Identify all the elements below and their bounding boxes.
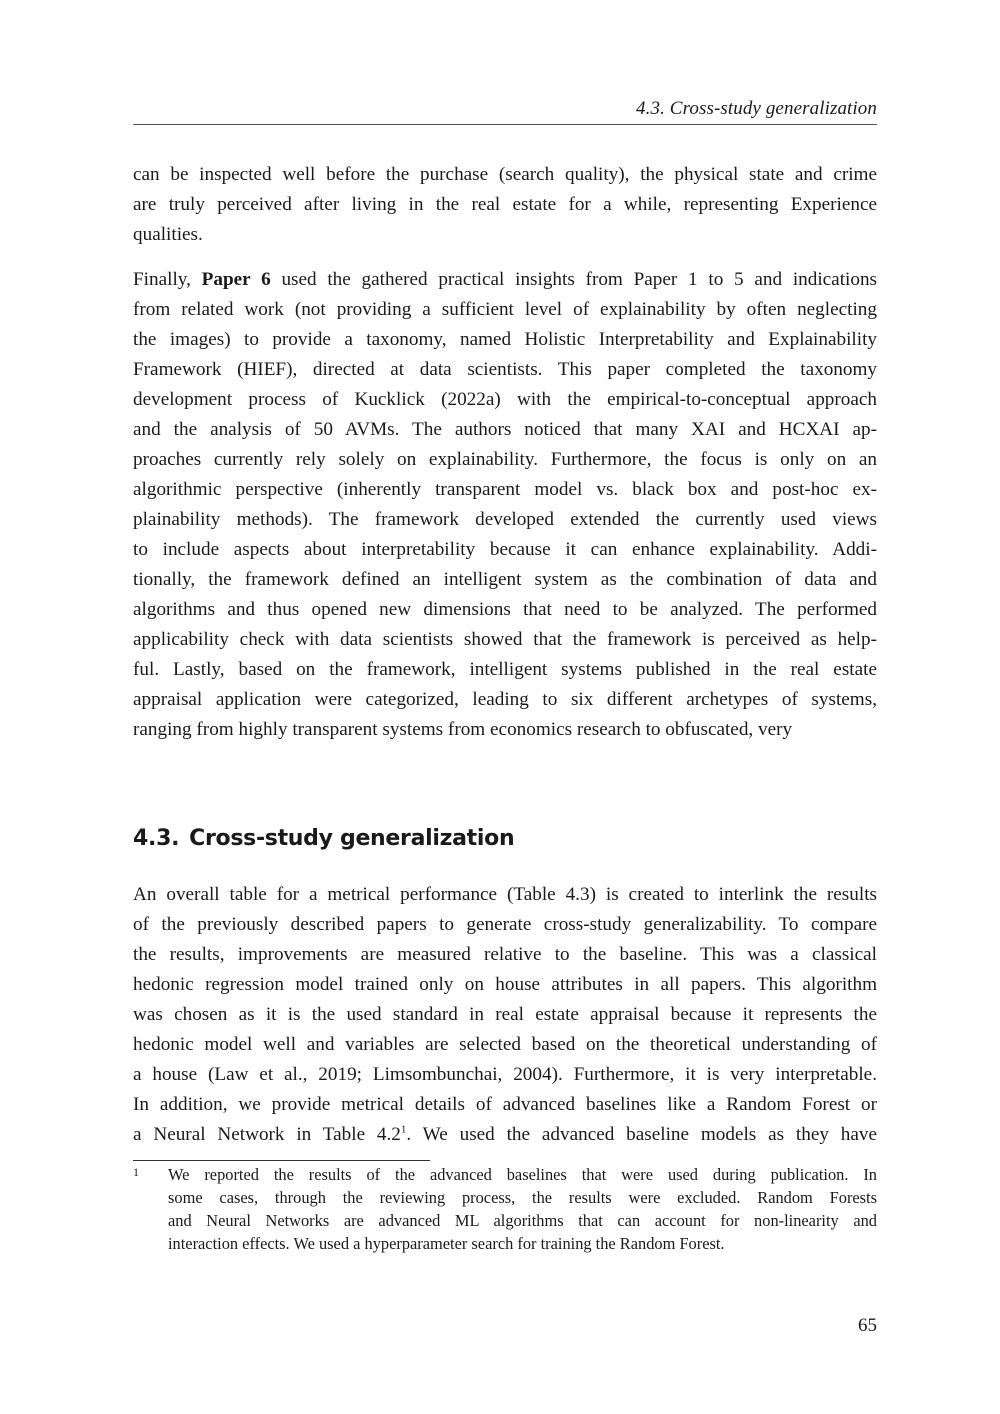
footnote-line: and Neural Networks are advanced ML algorithms that can account for non-linearity and [168,1211,877,1230]
footnote-rule [133,1160,430,1161]
running-header: 4.3. Cross-study generalization [636,98,877,119]
text-line: from related work (not providing a sufficient level of explainability by often neglecting [133,299,877,320]
bold-paper-ref: Paper 6 [201,269,271,290]
footnote-line: We reported the results of the advanced baselines that were used during publication. In [168,1165,877,1184]
section-number: 4.3. [133,826,180,851]
text-line: of the previously described papers to generate cross-study generalizability. To compare [133,914,877,935]
paragraph-paper-6 [133,265,877,745]
text-line [133,265,877,295]
text-line: ful. Lastly, based on the framework, intelligent systems published in the real estate [133,659,877,680]
footnote-reference[interactable]: 1 [400,1123,407,1136]
text-line: qualities. [133,224,203,245]
text-line: An overall table for a metrical performance (Table 4.3) is created to interlink the results [133,884,877,905]
text-line: hedonic regression model trained only on house attributes in all papers. This algorithm [133,974,877,995]
section-heading [133,826,514,851]
text-line: the results, improvements are measured relative to the baseline. This was a classical [133,944,877,965]
paragraph-cross-study [133,880,877,1150]
text-line: applicability check with data scientists showed that the framework is perceived as help- [133,629,877,650]
text-line: plainability methods). The framework developed extended the currently used views [133,509,877,530]
line-rest: used the gathered practical insights from Paper 1 to 5 and indications [281,269,878,290]
footnote-line: some cases, through the reviewing process, the results were excluded. Random Forests [168,1188,877,1207]
text-line: a house (Law et al., 2019; Limsombunchai, 2004). Furthermore, it is very interpretable. [133,1064,877,1085]
text-line: proaches currently rely solely on explainability. Furthermore, the focus is only on an [133,449,877,470]
text-line: algorithms and thus opened new dimensions that need to be analyzed. The performed [133,599,877,620]
footnote-mark: 1 [133,1165,139,1179]
text-line: tionally, the framework defined an intelligent system as the combination of data and [133,569,877,590]
text-line: Framework (HIEF), directed at data scientists. This paper completed the taxonomy [133,359,877,380]
page-number: 65 [858,1315,877,1336]
text-line: algorithmic perspective (inherently transparent model vs. black box and post-hoc ex- [133,479,877,500]
text-line [133,1120,877,1150]
section-title: Cross-study generalization [189,826,515,851]
text-line: hedonic model well and variables are selected based on the theoretical understanding of [133,1034,877,1055]
text-line: the images) to provide a taxonomy, named Holistic Interpretability and Explainability [133,329,877,350]
text-line: ranging from highly transparent systems from economics research to obfuscated, very [133,719,793,740]
paragraph-continuation [133,160,877,250]
text-line: appraisal application were categorized, leading to six different archetypes of systems, [133,689,877,710]
line-part: . We used the advanced baseline models as they have [406,1124,877,1145]
line-part: a Neural Network in Table 4.2 [133,1124,401,1145]
header-rule [133,124,877,125]
lead-word: Finally, [133,269,191,290]
text-line: development process of Kucklick (2022a) with the empirical-to-conceptual approach [133,389,877,410]
text-line: to include aspects about interpretability because it can enhance explainability. Addi- [133,539,877,560]
footnote-line: interaction effects. We used a hyperparameter search for training the Random Forest. [168,1234,725,1253]
text-line: are truly perceived after living in the real estate for a while, representing Experience [133,194,877,215]
text-line: was chosen as it is the used standard in real estate appraisal because it represents the [133,1004,877,1025]
text-line: and the analysis of 50 AVMs. The authors noticed that many XAI and HCXAI ap- [133,419,877,440]
text-line: can be inspected well before the purchase (search quality), the physical state and crime [133,164,877,185]
footnote-text [168,1163,877,1255]
text-line: In addition, we provide metrical details of advanced baselines like a Random Forest or [133,1094,877,1115]
